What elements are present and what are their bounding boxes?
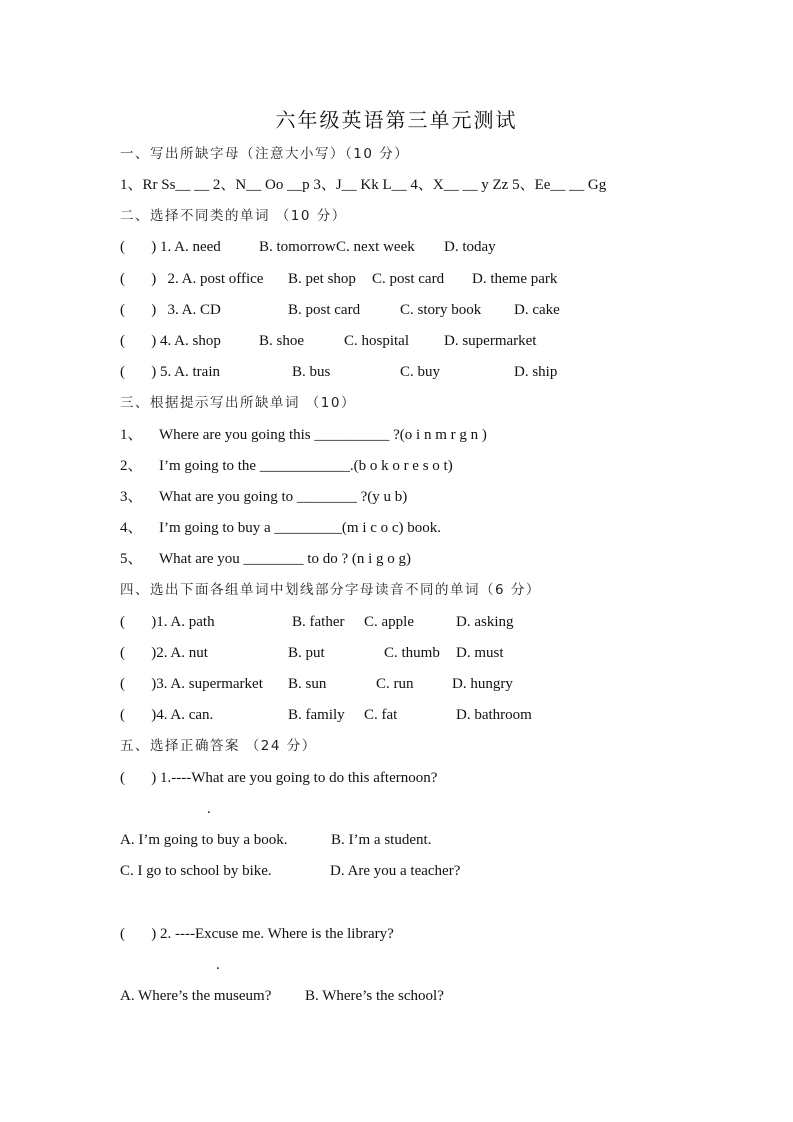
- options-row: C. I go to school by bike. D. Are you a teacher?: [120, 863, 461, 879]
- options-row: A. I’m going to buy a book. B. I’m a student.: [120, 832, 432, 848]
- question-row: ( ) 4. A. shop B. shoe C. hospital D. supermarket: [120, 333, 537, 349]
- answer-blank: .: [216, 957, 220, 973]
- section-1-line: 1、Rr Ss__ __ 2、N__ Oo __p 3、J__ Kk L__ 4、X__ __ y Zz 5、Ee__ __ Gg: [120, 177, 607, 193]
- question-row: ( )4. A. can. B. family C. fat D. bathroom: [120, 707, 532, 723]
- question-stem: ( ) 2. ----Excuse me. Where is the library?: [120, 926, 394, 942]
- question-row: 1、 Where are you going this __________ ?(o i n m r g n ): [120, 427, 487, 443]
- question-stem: ( ) 1.----What are you going to do this afternoon?: [120, 770, 438, 786]
- section-2-heading: 二、选择不同类的单词 （10 分）: [120, 208, 347, 224]
- options-row: A. Where’s the museum? B. Where’s the school?: [120, 988, 444, 1004]
- question-row: ( )3. A. supermarket B. sun C. run D. hungry: [120, 676, 513, 692]
- question-row: 2、 I’m going to the ____________.(b o k o r e s o t): [120, 458, 453, 474]
- section-1-heading: 一、写出所缺字母（注意大小写）（10 分）: [120, 146, 410, 162]
- question-row: ( )1. A. path B. father C. apple D. asking: [120, 614, 514, 630]
- question-row: 4、 I’m going to buy a _________(m i c o c) book.: [120, 520, 442, 536]
- question-row: ( ) 1. A. need B. tomorrow C. next week D. today: [120, 239, 496, 255]
- question-row: ( ) 5. A. train B. bus C. buy D. ship: [120, 364, 558, 380]
- section-4-heading: 四、选出下面各组单词中划线部分字母读音不同的单词（6 分）: [120, 582, 541, 598]
- section-5-heading: 五、选择正确答案 （24 分）: [120, 738, 317, 754]
- question-row: ( ) 2. A. post office B. pet shop C. post card D. theme park: [120, 271, 558, 287]
- section-3-heading: 三、根据提示写出所缺单词 （10）: [120, 395, 356, 411]
- page-title: 六年级英语第三单元测试: [275, 108, 518, 132]
- question-row: ( ) 3. A. CD B. post card C. story book D. cake: [120, 302, 560, 318]
- answer-blank: .: [207, 801, 211, 817]
- question-row: 3、 What are you going to ________ ?(y u b): [120, 489, 408, 505]
- question-row: ( )2. A. nut B. put C. thumb D. must: [120, 645, 504, 661]
- question-row: 5、 What are you ________ to do ? (n i g o g): [120, 551, 412, 567]
